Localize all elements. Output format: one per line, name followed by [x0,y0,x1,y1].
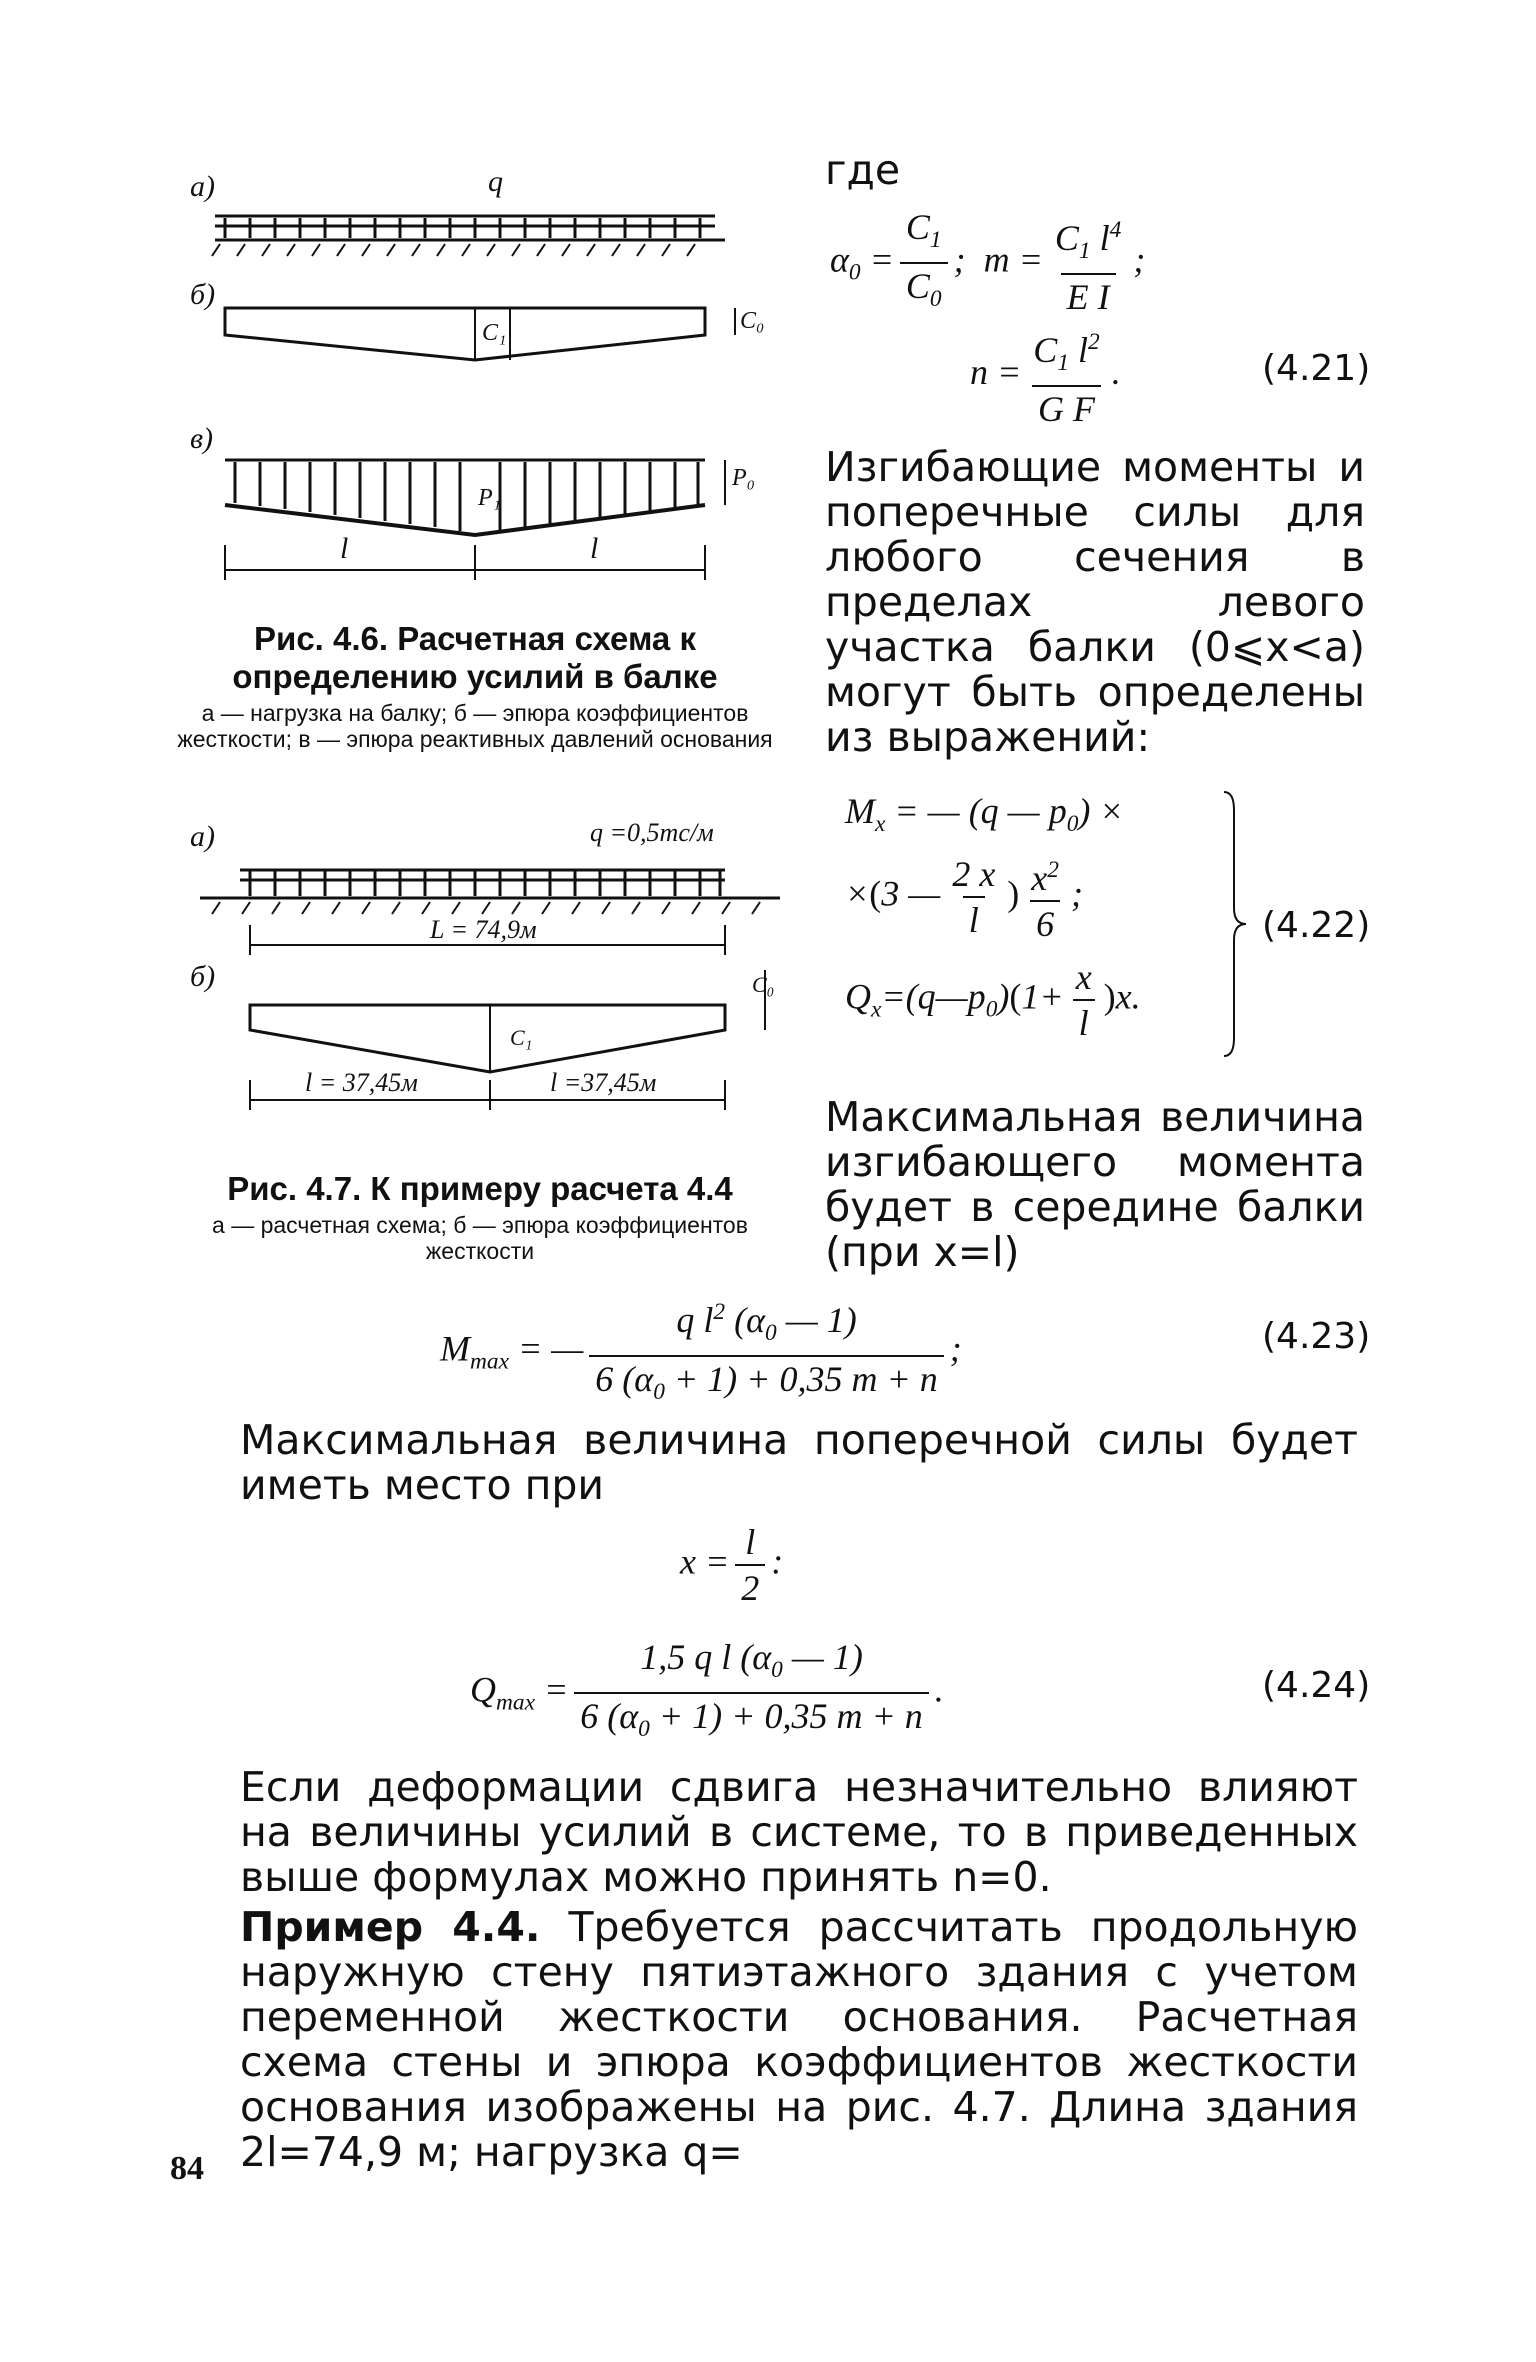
fig47-label-c0: C₀ [752,972,775,997]
eq422-mx-line1: $M_x$ = — (q — $p_0$) × [845,791,1124,838]
eq422-brace [1220,790,1250,1060]
example-4-4-text: Требуется рассчитать продольную наружную стену пятиэтажного здания с учетом переменной жесткости основания. Расчетная схема стены и эпюра коэффициентов жесткости основания изображены на рис. 4.7. Длина здания 2l=74,9 м; нагрузка q= [240,1903,1358,2176]
where-word: где [825,146,901,194]
para-max-moment: Максимальная величина изгибающего момента будет в середине балки (при x=l) [825,1093,1365,1276]
figure-4-6 [180,160,780,600]
figure-4-6-caption-title: Рис. 4.6. Расчетная схема к определению усилий в балке [232,620,718,695]
figure-4-6-drawing [180,160,780,600]
para-bending-moments: Изгибающие моменты и поперечные силы для любого сечения в пределах левого участка балки (0⩽x<a) могут быть определены из выражений: [825,443,1365,761]
fig47-label-l-left: l = 37,45м [305,1068,418,1097]
eq422-mx-line2: ×(3 — $\frac{2 x}{l}$ ) $\frac{x^2}{6}$ ; [845,854,1083,944]
example-4-4 [240,1905,1358,2175]
fig47-label-l-right: l =37,45м [550,1068,657,1097]
fig46-label-l-right: l [590,532,599,565]
fig46-label-v: в) [190,422,214,455]
fig47-label-a: а) [190,820,215,853]
fig47-label-load: q =0,5тс/м [590,818,714,847]
eq424-number: (4.24) [1262,1665,1371,1706]
eq422-number: (4.22) [1262,905,1371,946]
fig47-label-L: L = 74,9м [430,915,537,944]
figure-4-6-caption [170,620,780,752]
fig46-label-c1: C₁ [482,320,507,346]
figure-4-7-caption-title: Рис. 4.7. К примеру расчета 4.4 [227,1170,733,1207]
eq421-number: (4.21) [1262,348,1371,389]
para-shear-deformation: Если деформации сдвига незначительно влияют на величины усилий в системе, то в приведенных выше формулах можно принять n=0. [240,1763,1358,1901]
figure-4-7 [180,810,800,1130]
fig47-label-c1: C₁ [510,1025,533,1050]
eq421-alpha0: $\alpha_0$ = $\frac{C_1}{C_0}$ ; m = $\frac{C_1 l^4}{\text{E I}}$ ; [830,205,1145,321]
figure-4-7-drawing [180,810,800,1130]
equation-4-21 [830,205,1370,435]
para-max-shear: Максимальная величина поперечной силы будет иметь место при [240,1416,1358,1509]
equation-4-23: $M_{max}$ = — $\frac{q l^2 (\alpha_0 — 1)}{6 (\alpha_0 + 1) + 0,35 m + n}$ ; [440,1290,962,1414]
eq423-number: (4.23) [1262,1316,1371,1357]
equation-x-half: x = $\frac{l}{2}$ : [680,1522,784,1608]
fig47-label-b: б) [190,960,216,993]
figure-4-7-caption [170,1170,790,1264]
eq422-qx: $Q_x=(q—p_0)(1+$ $\frac{x}{l}$ )x. [845,957,1141,1043]
equation-4-22 [845,790,1245,1060]
fig46-label-p0: P₀ [732,465,756,491]
fig46-label-p1: P₁ [478,485,502,511]
fig46-label-l-left: l [340,532,349,565]
figure-4-6-caption-text: а — нагрузка на балку; б — эпюра коэффициентов жесткости; в — эпюра реактивных давлений основания [177,700,773,752]
fig46-label-q: q [488,165,503,198]
example-4-4-heading: Пример 4.4. [240,1903,541,1951]
equation-4-24: $Q_{max}$ = $\frac{1,5 q l (\alpha_0 — 1)}{6 (\alpha_0 + 1) + 0,35 m + n}$ . [470,1635,944,1751]
fig46-label-b: б) [190,278,216,311]
eq421-n: n = $\frac{C_1 l^2}{\text{G F}}$ . [970,329,1121,430]
figure-4-7-caption-text: а — расчетная схема; б — эпюра коэффициентов жесткости [212,1212,748,1264]
page-number: 84 [170,2150,204,2187]
fig46-label-c0: C₀ [740,308,765,334]
fig46-label-a: а) [190,170,215,203]
